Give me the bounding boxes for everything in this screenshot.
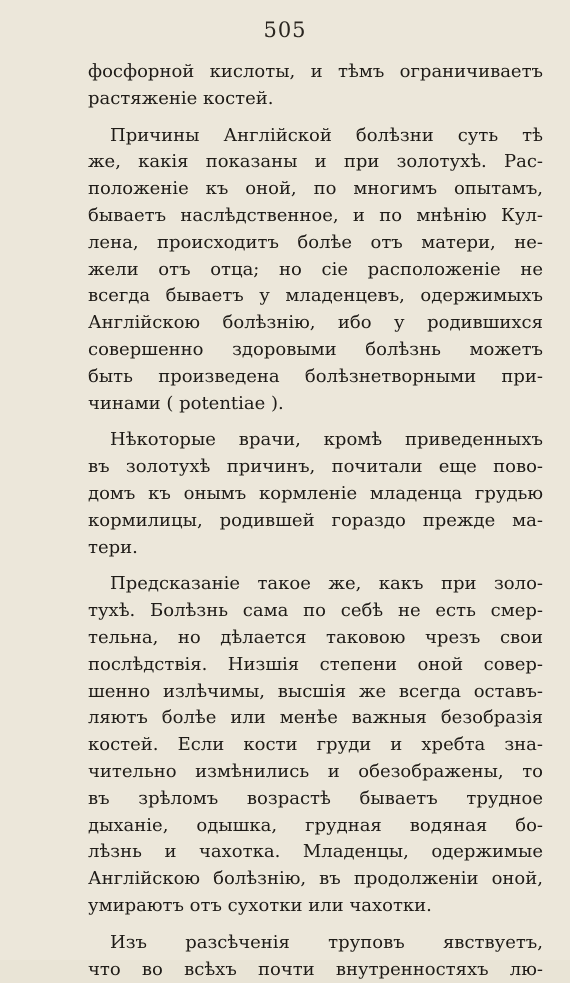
text-line: быть произведена болѣзнетворными при- xyxy=(88,364,543,391)
text-line: домъ къ онымъ кормленіе младенца грудью xyxy=(88,481,543,508)
text-line: Нѣкоторые врачи, кромѣ приведенныхъ xyxy=(88,427,543,454)
text-line: костей. Если кости груди и хребта зна- xyxy=(88,732,543,759)
paragraph xyxy=(88,123,543,418)
text-line: Англійскою болѣзнію, ибо у родившихся xyxy=(88,310,543,337)
text-line: же, какія показаны и при золотухѣ. Рас- xyxy=(88,149,543,176)
text-line: тери. xyxy=(88,535,543,562)
text-line: послѣдствія. Низшія степени оной совер- xyxy=(88,652,543,679)
text-line: лена, происходитъ болѣе отъ матери, не- xyxy=(88,230,543,257)
paragraph-gap xyxy=(88,417,543,427)
text-line: жели отъ отца; но сіе расположеніе не xyxy=(88,257,543,284)
text-line: кормилицы, родившей гораздо прежде ма- xyxy=(88,508,543,535)
text-line: Причины Англійской болѣзни суть тѣ xyxy=(88,123,543,150)
paragraph-gap xyxy=(88,920,543,930)
text-line: что во всѣхъ почти внутренностяхъ лю- xyxy=(88,957,543,983)
text-line: тельна, но дѣлается таковою чрезъ свои xyxy=(88,625,543,652)
text-line: тухѣ. Болѣзнь сама по себѣ не есть смер- xyxy=(88,598,543,625)
text-line: совершенно здоровыми болѣзнь можетъ xyxy=(88,337,543,364)
text-line: всегда бываетъ у младенцевъ, одержимыхъ xyxy=(88,283,543,310)
paragraph-gap xyxy=(88,113,543,123)
paragraph-gap xyxy=(88,561,543,571)
text-line: фосфорной кислоты, и тѣмъ ограничиваетъ xyxy=(88,59,543,86)
paragraph xyxy=(88,571,543,919)
paragraph xyxy=(88,59,543,113)
text-line: въ золотухѣ причинъ, почитали еще пово- xyxy=(88,454,543,481)
text-line: дыханіе, одышка, грудная водяная бо- xyxy=(88,813,543,840)
text-line: умираютъ отъ сухотки или чахотки. xyxy=(88,893,543,920)
text-line: Англійскою болѣзнію, въ продолженіи оной, xyxy=(88,866,543,893)
text-line: лѣзнь и чахотка. Младенцы, одержимые xyxy=(88,839,543,866)
text-line: растяженіе костей. xyxy=(88,86,543,113)
text-line: бываетъ наслѣдственное, и по мнѣнію Кул- xyxy=(88,203,543,230)
text-line: Изъ разсѣченія труповъ явствуетъ, xyxy=(88,930,543,957)
paragraph xyxy=(88,930,543,983)
text-line: Предсказаніе такое же, какъ при золо- xyxy=(88,571,543,598)
text-line: чительно измѣнились и обезображены, то xyxy=(88,759,543,786)
paragraph xyxy=(88,427,543,561)
page-number: 505 xyxy=(0,18,570,42)
text-line: положеніе къ оной, по многимъ опытамъ, xyxy=(88,176,543,203)
text-line: чинами ( potentiae ). xyxy=(88,391,543,418)
text-line: ляютъ болѣе или менѣе важныя безобразія xyxy=(88,705,543,732)
text-line: шенно излѣчимы, высшія же всегда оставъ- xyxy=(88,679,543,706)
text-line: въ зрѣломъ возрастѣ бываетъ трудное xyxy=(88,786,543,813)
page-body xyxy=(88,59,543,983)
